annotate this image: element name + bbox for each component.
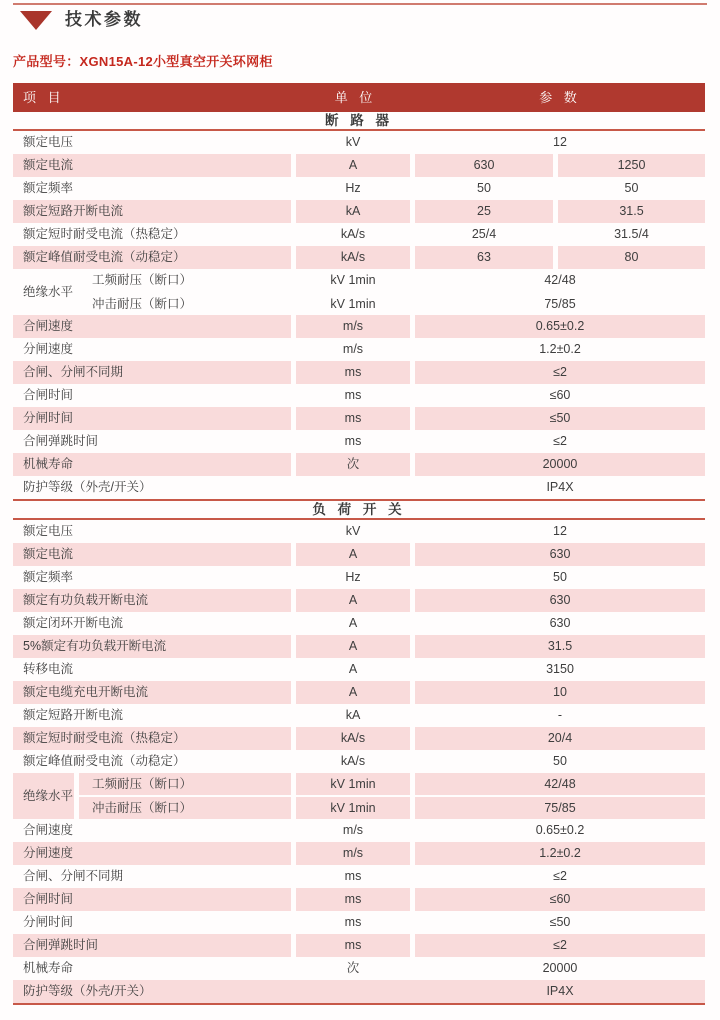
param-cell: 31.5 bbox=[415, 635, 705, 658]
param-cell: 12 bbox=[553, 135, 567, 149]
param-cell: 630 bbox=[415, 589, 705, 612]
table-row bbox=[13, 842, 705, 865]
param-cell: 50 bbox=[477, 181, 491, 195]
param-cell: 1.2±0.2 bbox=[539, 342, 581, 356]
param-cell: 80 bbox=[558, 246, 705, 269]
param-cell: 12 bbox=[553, 524, 567, 538]
item-label: 额定电流 bbox=[13, 543, 291, 566]
unit-cell: A bbox=[348, 616, 358, 630]
unit-cell: 次 bbox=[296, 453, 410, 476]
unit-cell: A bbox=[296, 154, 410, 177]
item-label: 机械寿命 bbox=[13, 453, 291, 476]
table-row bbox=[13, 177, 705, 200]
unit-cell: A bbox=[296, 589, 410, 612]
param-cell: 25 bbox=[415, 200, 553, 223]
section-heading-row bbox=[20, 9, 143, 31]
unit-cell: kV 1min bbox=[330, 273, 376, 287]
param-cell: 1.2±0.2 bbox=[415, 842, 705, 865]
unit-cell: ms bbox=[344, 869, 362, 883]
table-subrow bbox=[79, 773, 705, 795]
table-row bbox=[13, 430, 705, 453]
table-row bbox=[13, 315, 705, 338]
item-label: 分闸时间 bbox=[23, 915, 74, 929]
table-row bbox=[13, 476, 705, 499]
unit-cell: kA/s bbox=[340, 754, 366, 768]
table-row bbox=[13, 957, 705, 980]
param-cell: 20000 bbox=[415, 453, 705, 476]
table-row bbox=[13, 520, 705, 543]
unit-cell: kV 1min bbox=[296, 773, 410, 795]
item-label: 额定有功负载开断电流 bbox=[13, 589, 291, 612]
table-row bbox=[13, 453, 705, 476]
table-row bbox=[13, 338, 705, 361]
item-label: 转移电流 bbox=[23, 662, 74, 676]
param-cell: ≤50 bbox=[415, 407, 705, 430]
group-subrows bbox=[79, 269, 705, 315]
table-row bbox=[13, 658, 705, 681]
unit-cell: 次 bbox=[346, 961, 360, 975]
unit-cell: ms bbox=[296, 888, 410, 911]
unit-cell: A bbox=[296, 543, 410, 566]
param-cell: 630 bbox=[415, 154, 553, 177]
unit-cell: A bbox=[296, 635, 410, 658]
section-header-row bbox=[13, 112, 705, 131]
item-label: 额定峰值耐受电流（动稳定） bbox=[23, 754, 186, 768]
param-cell: 25/4 bbox=[471, 227, 497, 241]
param-cell: ≤60 bbox=[549, 388, 571, 402]
col-header-unit: 单 位 bbox=[334, 90, 377, 105]
table-row bbox=[13, 246, 705, 269]
table-row bbox=[13, 934, 705, 957]
sub-item-label: 工频耐压（断口） bbox=[79, 773, 291, 795]
table-row bbox=[13, 361, 705, 384]
param-cell: 0.65±0.2 bbox=[535, 823, 585, 837]
unit-cell: ms bbox=[344, 434, 362, 448]
item-label: 合闸速度 bbox=[23, 823, 74, 837]
item-label: 额定电压 bbox=[23, 524, 74, 538]
table-row bbox=[13, 635, 705, 658]
item-label: 机械寿命 bbox=[23, 961, 74, 975]
table-row bbox=[13, 384, 705, 407]
top-divider bbox=[13, 3, 707, 5]
item-label: 合闸速度 bbox=[13, 315, 291, 338]
unit-cell: ms bbox=[344, 388, 362, 402]
item-label: 防护等级（外壳/开关） bbox=[23, 480, 152, 494]
page-title: 技术参数 bbox=[65, 10, 143, 29]
item-label: 额定电流 bbox=[13, 154, 291, 177]
unit-cell: kA/s bbox=[296, 246, 410, 269]
table-row bbox=[13, 750, 705, 773]
item-label: 额定闭环开断电流 bbox=[23, 616, 124, 630]
param-cell: 42/48 bbox=[415, 773, 705, 795]
param-cell: ≤2 bbox=[553, 434, 567, 448]
item-label: 合闸弹跳时间 bbox=[23, 434, 99, 448]
table-body bbox=[13, 112, 705, 1005]
param-cell: 630 bbox=[549, 616, 571, 630]
param-cell: 0.65±0.2 bbox=[415, 315, 705, 338]
unit-cell: m/s bbox=[342, 342, 364, 356]
unit-cell: kV bbox=[345, 135, 361, 149]
product-model-label: 产品型号：XGN15A-12小型真空开关环网柜 bbox=[13, 54, 273, 69]
group-label: 绝缘水平 bbox=[23, 284, 74, 299]
param-cell: 63 bbox=[415, 246, 553, 269]
unit-cell: A bbox=[296, 681, 410, 704]
item-label: 合闸、分闸不同期 bbox=[23, 869, 124, 883]
param-cell: IP4X bbox=[546, 480, 574, 494]
param-cell: ≤2 bbox=[415, 361, 705, 384]
table-row bbox=[13, 888, 705, 911]
section-header-row bbox=[13, 501, 705, 520]
param-cell: 20000 bbox=[542, 961, 578, 975]
param-cell: - bbox=[557, 708, 563, 722]
unit-cell: ms bbox=[296, 361, 410, 384]
table-row bbox=[13, 566, 705, 589]
unit-cell: kA/s bbox=[340, 227, 366, 241]
item-label: 分闸速度 bbox=[23, 342, 74, 356]
item-label: 5%额定有功负载开断电流 bbox=[13, 635, 291, 658]
table-header-row bbox=[13, 83, 705, 112]
param-cell: 3150 bbox=[546, 662, 574, 676]
param-cell: ≤60 bbox=[415, 888, 705, 911]
unit-cell: Hz bbox=[345, 570, 361, 584]
table-row-group bbox=[13, 269, 705, 315]
param-cell: 75/85 bbox=[415, 797, 705, 819]
param-cell: ≤2 bbox=[553, 869, 567, 883]
unit-cell: m/s bbox=[296, 315, 410, 338]
spec-table bbox=[13, 83, 705, 1005]
triangle-marker-icon bbox=[20, 11, 52, 30]
table-row bbox=[13, 819, 705, 842]
item-label: 额定短路开断电流 bbox=[13, 200, 291, 223]
item-label: 分闸速度 bbox=[13, 842, 291, 865]
unit-cell: kA/s bbox=[296, 727, 410, 750]
unit-cell: ms bbox=[296, 407, 410, 430]
param-cell: 50 bbox=[553, 570, 567, 584]
unit-cell: kA bbox=[345, 708, 361, 722]
section-divider bbox=[13, 1003, 705, 1005]
sub-item-label: 冲击耐压（断口） bbox=[79, 797, 291, 819]
unit-cell: kV 1min bbox=[330, 297, 376, 311]
unit-cell: m/s bbox=[296, 842, 410, 865]
item-label: 合闸、分闸不同期 bbox=[13, 361, 291, 384]
item-label: 额定电压 bbox=[23, 135, 74, 149]
param-cell: 75/85 bbox=[544, 297, 576, 311]
param-cell: 10 bbox=[415, 681, 705, 704]
group-label: 绝缘水平 bbox=[13, 773, 74, 819]
col-header-param: 参 数 bbox=[539, 90, 581, 105]
item-label: 额定短时耐受电流（热稳定） bbox=[23, 227, 186, 241]
item-label: 分闸时间 bbox=[13, 407, 291, 430]
item-label: 防护等级（外壳/开关） bbox=[23, 984, 152, 998]
unit-cell: ms bbox=[344, 915, 362, 929]
group-subrows bbox=[79, 773, 705, 819]
table-row bbox=[13, 681, 705, 704]
table-row bbox=[13, 612, 705, 635]
item-label: 额定频率 bbox=[23, 181, 74, 195]
param-cell: 31.5/4 bbox=[614, 227, 649, 241]
unit-cell: ms bbox=[296, 934, 410, 957]
item-label: 额定电缆充电开断电流 bbox=[13, 681, 291, 704]
table-row bbox=[13, 200, 705, 223]
table-row bbox=[13, 980, 705, 1003]
unit-cell: m/s bbox=[342, 823, 364, 837]
table-row bbox=[13, 589, 705, 612]
table-row bbox=[13, 543, 705, 566]
table-row bbox=[13, 154, 705, 177]
table-row bbox=[13, 704, 705, 727]
unit-cell: kV bbox=[345, 524, 361, 538]
param-cell: 31.5 bbox=[558, 200, 705, 223]
param-cell: IP4X bbox=[546, 984, 574, 998]
unit-cell bbox=[296, 476, 410, 499]
sub-item-label: 冲击耐压（断口） bbox=[92, 297, 193, 311]
table-row bbox=[13, 865, 705, 888]
param-cell: 1250 bbox=[558, 154, 705, 177]
param-cell: 50 bbox=[624, 181, 639, 195]
param-cell: 42/48 bbox=[544, 273, 576, 287]
table-row bbox=[13, 407, 705, 430]
unit-cell: kA bbox=[296, 200, 410, 223]
table-subrow bbox=[79, 293, 705, 315]
param-cell: 50 bbox=[553, 754, 567, 768]
unit-cell bbox=[296, 980, 410, 1003]
sub-item-label: 工频耐压（断口） bbox=[92, 273, 193, 287]
item-label: 合闸时间 bbox=[23, 388, 74, 402]
item-label: 额定短路开断电流 bbox=[23, 708, 124, 722]
table-row bbox=[13, 727, 705, 750]
param-cell: 630 bbox=[415, 543, 705, 566]
table-row bbox=[13, 131, 705, 154]
table-row-group bbox=[13, 773, 705, 819]
table-subrow bbox=[79, 797, 705, 819]
section-title: 负 荷 开 关 bbox=[312, 502, 406, 517]
col-header-item: 项 目 bbox=[23, 90, 65, 105]
table-row bbox=[13, 223, 705, 246]
table-row bbox=[13, 911, 705, 934]
unit-cell: A bbox=[348, 662, 358, 676]
unit-cell: Hz bbox=[345, 181, 361, 195]
item-label: 额定峰值耐受电流（动稳定） bbox=[13, 246, 291, 269]
item-label: 合闸弹跳时间 bbox=[13, 934, 291, 957]
param-cell: ≤50 bbox=[549, 915, 571, 929]
unit-cell: kV 1min bbox=[296, 797, 410, 819]
param-cell: ≤2 bbox=[415, 934, 705, 957]
item-label: 额定频率 bbox=[23, 570, 74, 584]
section-title: 断 路 器 bbox=[324, 113, 393, 128]
item-label: 合闸时间 bbox=[13, 888, 291, 911]
param-cell: 20/4 bbox=[415, 727, 705, 750]
item-label: 额定短时耐受电流（热稳定） bbox=[13, 727, 291, 750]
table-subrow bbox=[79, 269, 705, 291]
